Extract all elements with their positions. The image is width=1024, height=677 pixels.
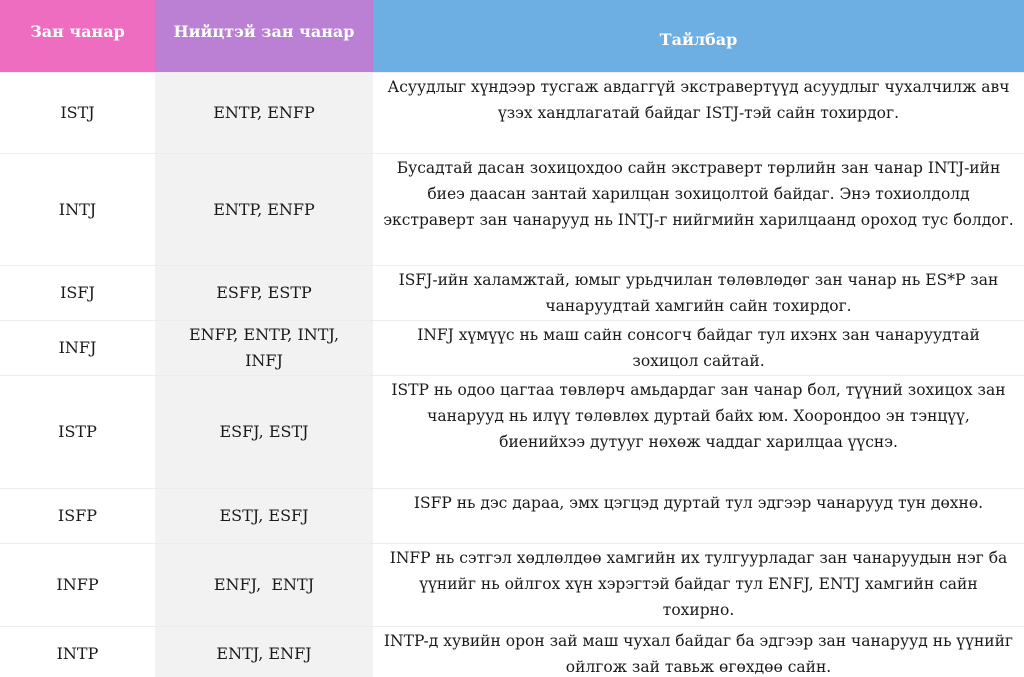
cell-type: ISFP <box>0 489 155 544</box>
cell-description: Бусадтай дасан зохицохдоо сайн экстраверт төрлийн зан чанар INTJ-ийн биеэ даасан зантай харилцан зохицолтой байдаг. Энэ тохиолдолд экстраверт зан чанарууд нь INTJ-г нийгмийн харилцаанд ороход тус болдог. <box>373 154 1024 266</box>
cell-type: ISFJ <box>0 266 155 321</box>
header-description: Тайлбар <box>373 0 1024 73</box>
cell-type: ISTP <box>0 376 155 489</box>
cell-description: INFJ хүмүүс нь маш сайн сонсогч байдаг тул ихэнх зан чанаруудтай зохицол сайтай. <box>373 321 1024 376</box>
table-row <box>0 489 1024 544</box>
cell-description: ISTP нь одоо цагтаа төвлөрч амьдардаг зан чанар бол, түүний зохицох зан чанарууд нь илүү төлөвлөх дуртай байх юм. Хоорондоо эн тэнцүү, биенийхээ дутууг нөхөж чаддаг харилцаа үүснэ. <box>373 376 1024 489</box>
cell-type: INFJ <box>0 321 155 376</box>
table-row <box>0 154 1024 266</box>
cell-description: INTP-д хувийн орон зай маш чухал байдаг ба эдгээр зан чанарууд нь үүнийг ойлгож зай тавьж өгөхдөө сайн. <box>373 627 1024 677</box>
table-row <box>0 627 1024 677</box>
cell-description: ISFP нь дэс дараа, эмх цэгцэд дуртай тул эдгээр чанарууд тун дөхнө. <box>373 489 1024 544</box>
cell-description: Асуудлыг хүндээр тусгаж авдаггүй экстравертүүд асуудлыг чухалчилж авч үзэх хандлагатай байдаг ISTJ-тэй сайн тохирдог. <box>373 73 1024 154</box>
cell-compatible: ESTJ, ESFJ <box>155 489 373 544</box>
cell-compatible: ENFP, ENTP, INTJ, INFJ <box>155 321 373 376</box>
cell-compatible: ENTP, ENFP <box>155 73 373 154</box>
cell-compatible: ENTP, ENFP <box>155 154 373 266</box>
cell-description: ISFJ-ийн халамжтай, юмыг урьдчилан төлөвлөдөг зан чанар нь ES*P зан чанаруудтай хамгийн сайн тохирдог. <box>373 266 1024 321</box>
table-row <box>0 73 1024 154</box>
cell-type: INFP <box>0 544 155 627</box>
header-compatible-type: Нийцтэй зан чанар <box>155 0 373 73</box>
table-row <box>0 544 1024 627</box>
cell-type: ISTJ <box>0 73 155 154</box>
table-row <box>0 321 1024 376</box>
cell-compatible: ESFP, ESTP <box>155 266 373 321</box>
cell-type: INTJ <box>0 154 155 266</box>
cell-compatible: ENTJ, ENFJ <box>155 627 373 677</box>
cell-description: INFP нь сэтгэл хөдлөлдөө хамгийн их тулгуурладаг зан чанаруудын нэг ба үүнийг нь ойлгох хүн хэрэгтэй байдаг тул ENFJ, ENTJ хамгийн сайн тохирно. <box>373 544 1024 627</box>
cell-type: INTP <box>0 627 155 677</box>
cell-compatible: ENFJ, ENTJ <box>155 544 373 627</box>
table-header <box>0 0 1024 73</box>
header-personality-type: Зан чанар <box>0 0 155 73</box>
cell-compatible: ESFJ, ESTJ <box>155 376 373 489</box>
table-row <box>0 376 1024 489</box>
table-row <box>0 266 1024 321</box>
table-body <box>0 73 1024 677</box>
